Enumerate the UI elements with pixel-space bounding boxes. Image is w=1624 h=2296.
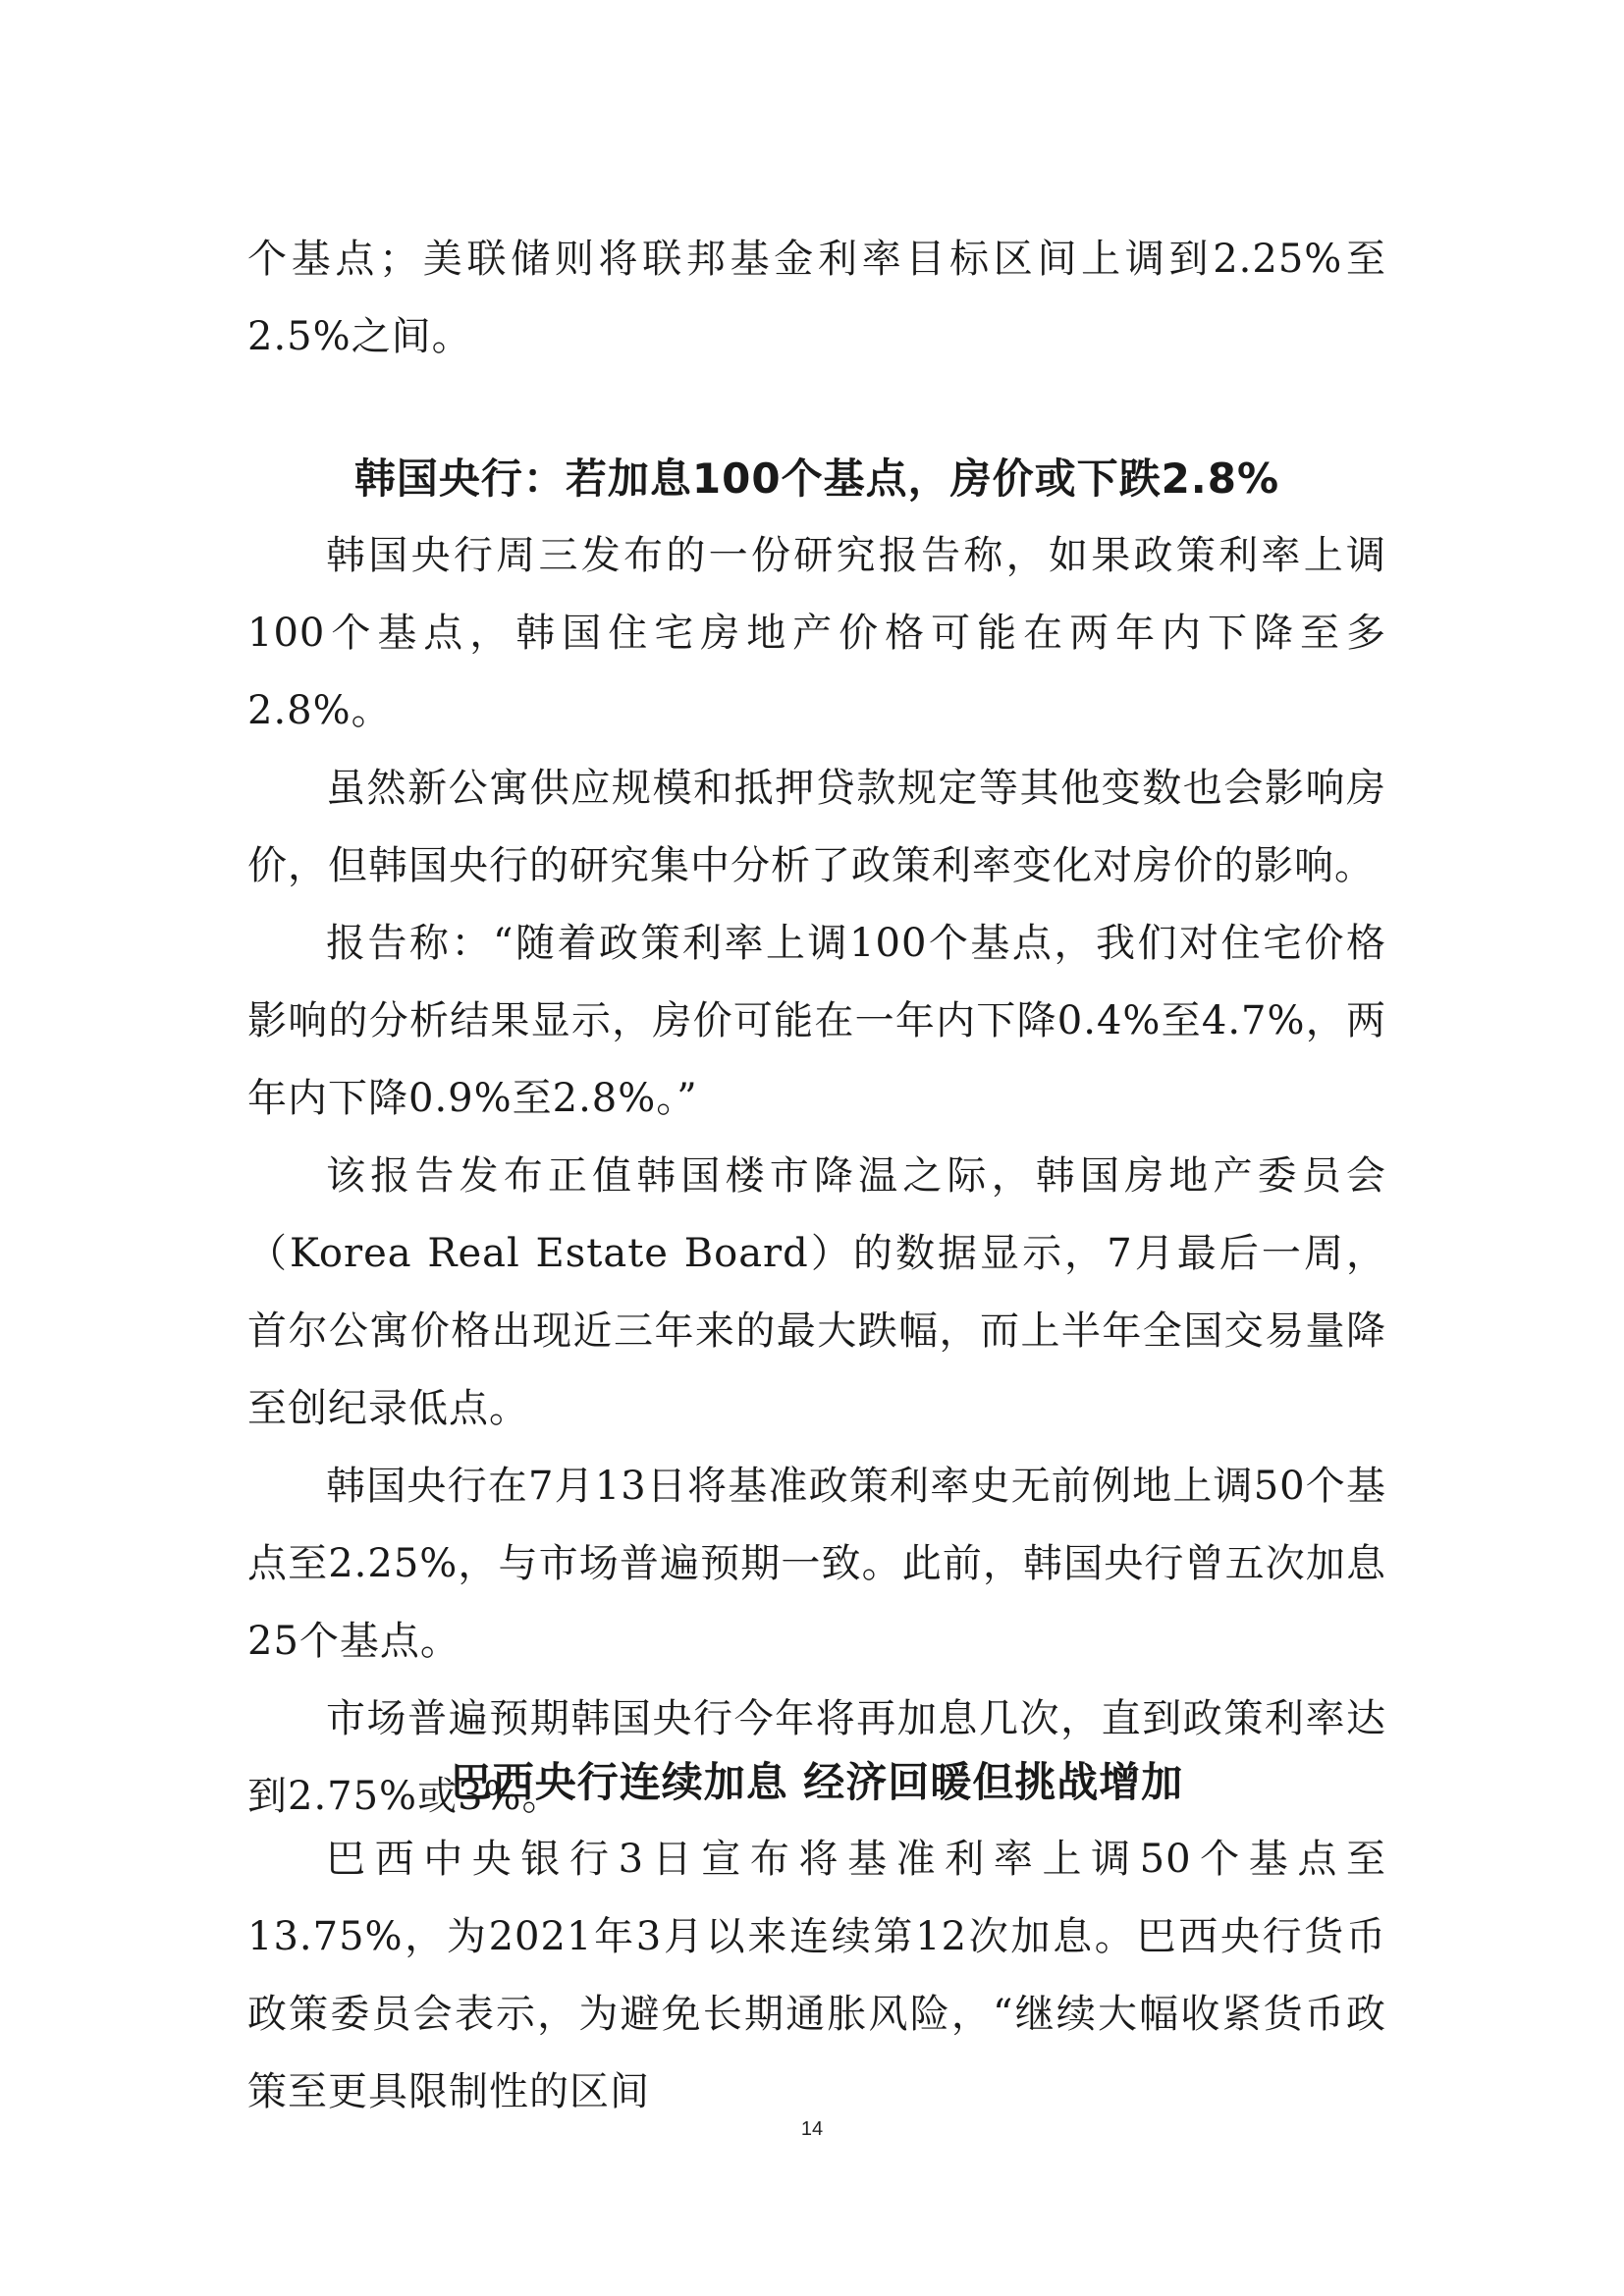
korea-paragraph-3: 报告称：“随着政策利率上调100个基点，我们对住宅价格影响的分析结果显示，房价可能在一年内下降0.4%至4.7%，两年内下降0.9%至2.8%。” xyxy=(247,921,1386,1121)
korea-paragraph-4: 该报告发布正值韩国楼市降温之际，韩国房地产委员会（Korea Real Estate Board）的数据显示，7月最后一周，首尔公寓价格出现近三年来的最大跌幅，而上半年全国交易量降至创纪录低点。 xyxy=(247,1153,1386,1431)
korea-paragraph-6: 市场普遍预期韩国央行今年将再加息几次，直到政策利率达到2.75%或3%。 xyxy=(247,1696,1386,1819)
korea-paragraph-1: 韩国央行周三发布的一份研究报告称，如果政策利率上调100个基点，韩国住宅房地产价格可能在两年内下降至多2.8%。 xyxy=(247,533,1386,733)
korea-section xyxy=(247,440,1386,1836)
korea-paragraph-5: 韩国央行在7月13日将基准政策利率史无前例地上调50个基点至2.25%，与市场普遍预期一致。此前，韩国央行曾五次加息25个基点。 xyxy=(247,1464,1386,1664)
section-title-korea: 韩国央行：若加息100个基点，房价或下跌2.8% xyxy=(353,454,1280,503)
section-title-brazil: 巴西央行连续加息 经济回暖但挑战增加 xyxy=(450,1758,1184,1806)
intro-continuation-paragraph: 个基点；美联储则将联邦基金利率目标区间上调到2.25%至2.5%之间。 xyxy=(247,237,1386,359)
intro-block xyxy=(247,221,1386,376)
brazil-section xyxy=(247,1743,1386,2131)
page-number: 14 xyxy=(800,2118,824,2140)
korea-paragraph-2: 虽然新公寓供应规模和抵押贷款规定等其他变数也会影响房价，但韩国央行的研究集中分析了政策利率变化对房价的影响。 xyxy=(247,766,1386,888)
brazil-paragraph-1: 巴西中央银行3日宣布将基准利率上调50个基点至13.75%，为2021年3月以来连续第12次加息。巴西央行货币政策委员会表示，为避免长期通胀风险，“继续大幅收紧货币政策至更具限制性的区间 xyxy=(247,1837,1386,2114)
